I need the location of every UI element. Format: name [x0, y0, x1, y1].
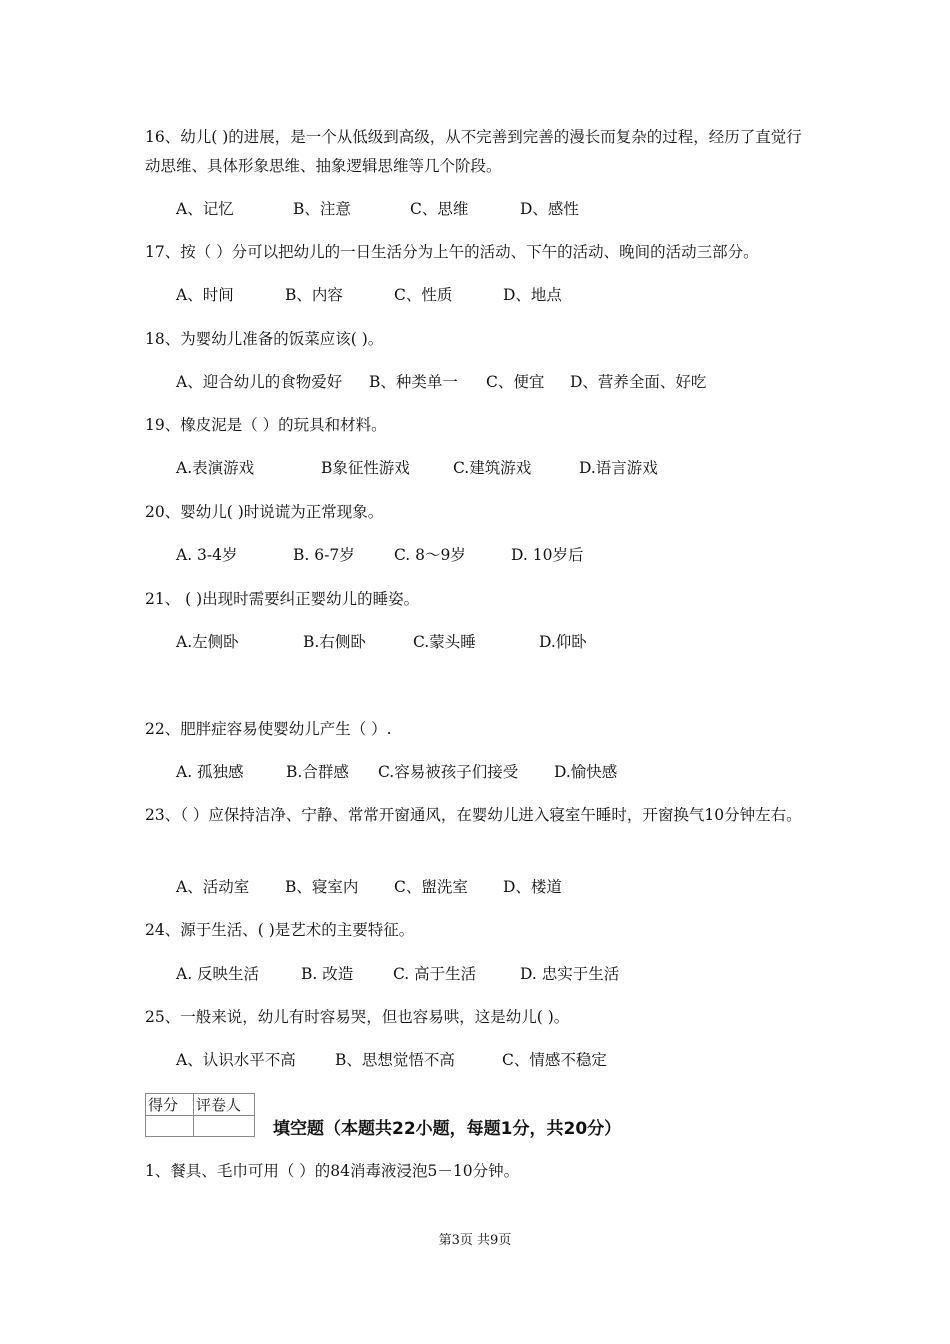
score-cell	[146, 1116, 194, 1137]
option-d: D、楼道	[503, 878, 562, 896]
option-c: C.容易被孩子们接受	[378, 763, 519, 781]
fill-question-1: 1、餐具、毛巾可用（ ）的84消毒液浸泡5－10分钟。	[145, 1162, 520, 1180]
option-a: A. 反映生活	[176, 965, 260, 983]
options-20	[176, 541, 826, 570]
question-23: 23、（ ）应保持洁净、宁静、常常开窗通风，在婴幼儿进入寝室午睡时，开窗换气10分钟左右。	[145, 806, 802, 824]
question-22: 22、肥胖症容易使婴幼儿产生（ ）.	[145, 720, 392, 738]
option-a: A、活动室	[176, 878, 250, 896]
option-b: B.合群感	[286, 763, 349, 781]
option-a: A、迎合幼儿的食物爱好	[176, 373, 343, 391]
option-c: C. 8～9岁	[394, 546, 466, 564]
option-c: C、情感不稳定	[502, 1051, 607, 1069]
question-16: 16、幼儿( )的进展，是一个从低级到高级，从不完善到完善的漫长而复杂的过程，经历了直觉行动思维、具体形象思维、抽象逻辑思维等几个阶段。	[145, 128, 802, 175]
option-c: C、性质	[394, 286, 453, 304]
score-table	[145, 1093, 255, 1137]
option-a: A、时间	[176, 286, 234, 304]
option-d: D.语言游戏	[579, 459, 658, 477]
grader-label: 评卷人	[194, 1094, 255, 1116]
option-b: B、种类单一	[369, 373, 458, 391]
option-b: B、注意	[293, 200, 351, 218]
question-19: 19、橡皮泥是（ ）的玩具和材料。	[145, 416, 387, 434]
option-c: C.建筑游戏	[453, 459, 532, 477]
option-d: D、地点	[503, 286, 562, 304]
option-c: C. 高于生活	[393, 965, 477, 983]
option-b: B. 改造	[301, 965, 354, 983]
question-17: 17、按（ ）分可以把幼儿的一日生活分为上午的活动、下午的活动、晚间的活动三部分。	[145, 243, 759, 261]
options-23	[176, 873, 826, 902]
option-a: A.左侧卧	[176, 633, 239, 651]
option-b: B、寝室内	[285, 878, 359, 896]
question-18: 18、为婴幼儿准备的饭菜应该( )。	[145, 330, 384, 348]
option-b: B、思想觉悟不高	[335, 1051, 455, 1069]
option-c: C、便宜	[486, 373, 545, 391]
option-d: D. 忠实于生活	[520, 965, 620, 983]
question-24: 24、源于生活、( )是艺术的主要特征。	[145, 921, 415, 939]
option-d: D.愉快感	[554, 763, 618, 781]
option-a: A. 孤独感	[176, 763, 244, 781]
section-title: 填空题（本题共22小题，每题1分，共20分）	[273, 1119, 622, 1139]
score-label: 得分	[146, 1094, 194, 1116]
options-17	[176, 281, 826, 310]
grader-cell	[194, 1116, 255, 1137]
options-24	[176, 960, 826, 989]
options-21	[176, 628, 826, 657]
option-c: C、思维	[410, 200, 469, 218]
options-22	[176, 758, 826, 787]
options-16	[176, 195, 826, 224]
option-b: B.右侧卧	[303, 633, 366, 651]
option-a: A、认识水平不高	[176, 1051, 296, 1069]
option-d: D、营养全面、好吃	[570, 373, 707, 391]
page-footer: 第3页 共9页	[438, 1233, 512, 1248]
question-20: 20、婴幼儿( )时说谎为正常现象。	[145, 503, 384, 521]
option-b: B. 6-7岁	[293, 546, 355, 564]
option-a: A. 3-4岁	[176, 546, 238, 564]
question-21: 21、 ( )出现时需要纠正婴幼儿的睡姿。	[145, 590, 420, 608]
option-b: B象征性游戏	[321, 459, 410, 477]
option-d: D. 10岁后	[511, 546, 584, 564]
options-19	[176, 454, 826, 483]
option-a: A.表演游戏	[176, 459, 255, 477]
option-a: A、记忆	[176, 200, 234, 218]
question-25: 25、一般来说，幼儿有时容易哭，但也容易哄，这是幼儿( )。	[145, 1008, 570, 1026]
option-d: D.仰卧	[539, 633, 587, 651]
option-c: C、盥洗室	[394, 878, 468, 896]
option-c: C.蒙头睡	[413, 633, 476, 651]
options-25	[176, 1046, 826, 1075]
option-d: D、感性	[520, 200, 579, 218]
options-18	[176, 368, 826, 397]
option-b: B、内容	[285, 286, 343, 304]
